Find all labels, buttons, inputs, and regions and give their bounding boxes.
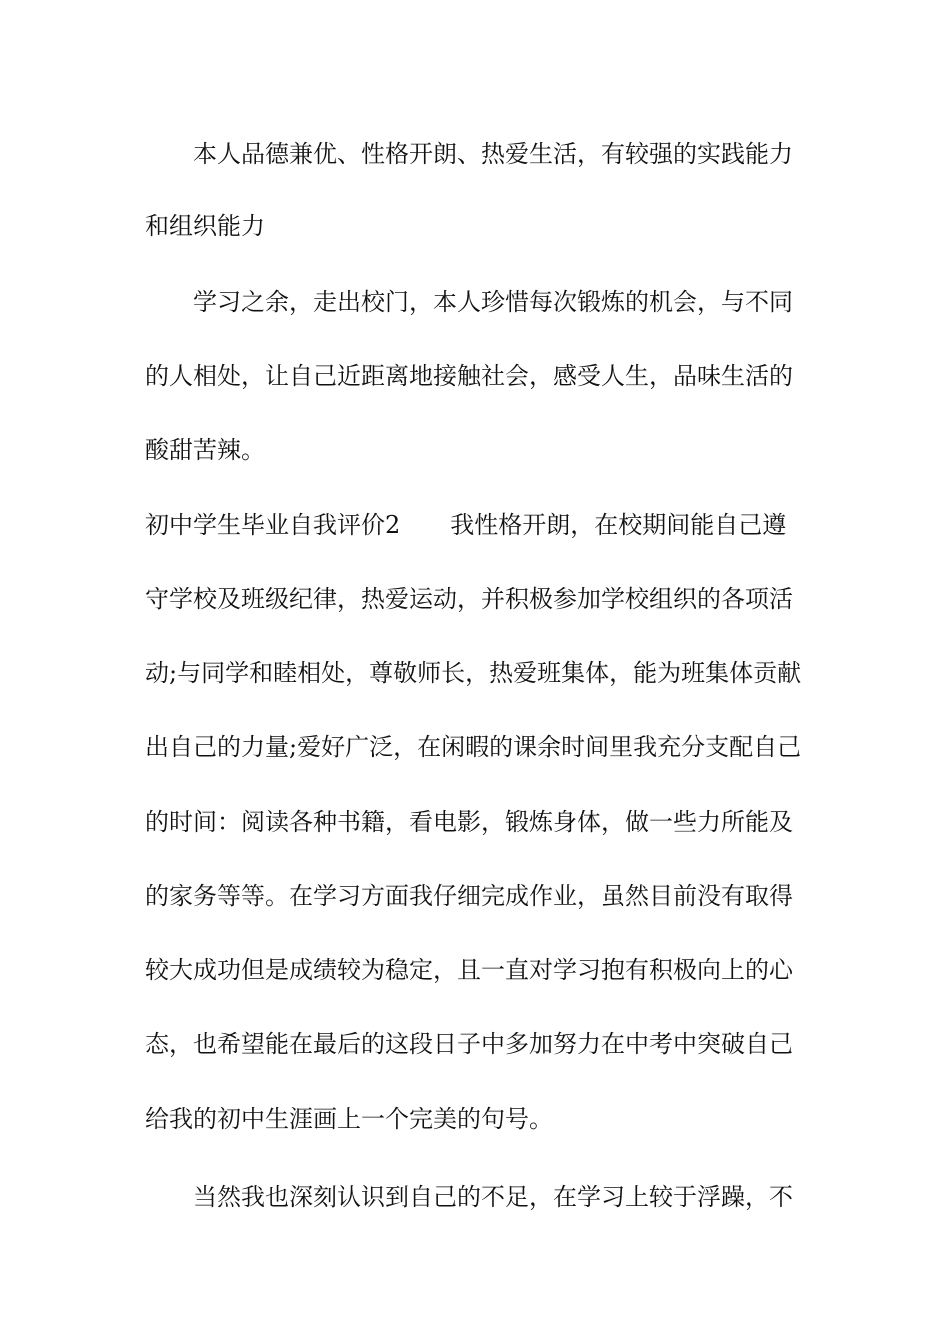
paragraph-3-line-5: 的时间：阅读各种书籍，看电影，锻炼身体，做一些力所能及: [145, 808, 793, 836]
paragraph-2-line-2: 的人相处，让自己近距离地接触社会，感受人生，品味生活的: [145, 362, 793, 390]
paragraph-3-line-9: 给我的初中生涯画上一个完美的句号。: [145, 1105, 553, 1133]
paragraph-2-line-1: 学习之余，走出校门，本人珍惜每次锻炼的机会，与不同: [193, 288, 793, 316]
paragraph-3-line-3: 动;与同学和睦相处，尊敬师长，热爱班集体，能为班集体贡献: [145, 659, 802, 687]
paragraph-2-line-3: 酸甜苦辣。: [145, 436, 265, 464]
paragraph-1-line-1: 本人品德兼优、性格开朗、热爱生活，有较强的实践能力: [193, 140, 793, 168]
paragraph-3-line-1: 我性格开朗，在校期间能自己遵: [450, 511, 787, 539]
paragraph-4-line-1: 当然我也深刻认识到自己的不足，在学习上较于浮躁，不: [193, 1183, 793, 1211]
paragraph-1-line-2: 和组织能力: [145, 212, 265, 240]
section-heading: 初中学生毕业自我评价2: [145, 511, 401, 539]
paragraph-3-line-6: 的家务等等。在学习方面我仔细完成作业，虽然目前没有取得: [145, 882, 793, 910]
paragraph-3-line-7: 较大成功但是成绩较为稳定，且一直对学习抱有积极向上的心: [145, 956, 793, 984]
paragraph-3-line-2: 守学校及班级纪律，热爱运动，并积极参加学校组织的各项活: [145, 585, 793, 613]
paragraph-3-line-8: 态，也希望能在最后的这段日子中多加努力在中考中突破自己: [145, 1030, 793, 1058]
paragraph-3-line-4: 出自己的力量;爱好广泛，在闲暇的课余时间里我充分支配自己: [145, 733, 802, 761]
section-heading-line: [145, 509, 810, 541]
